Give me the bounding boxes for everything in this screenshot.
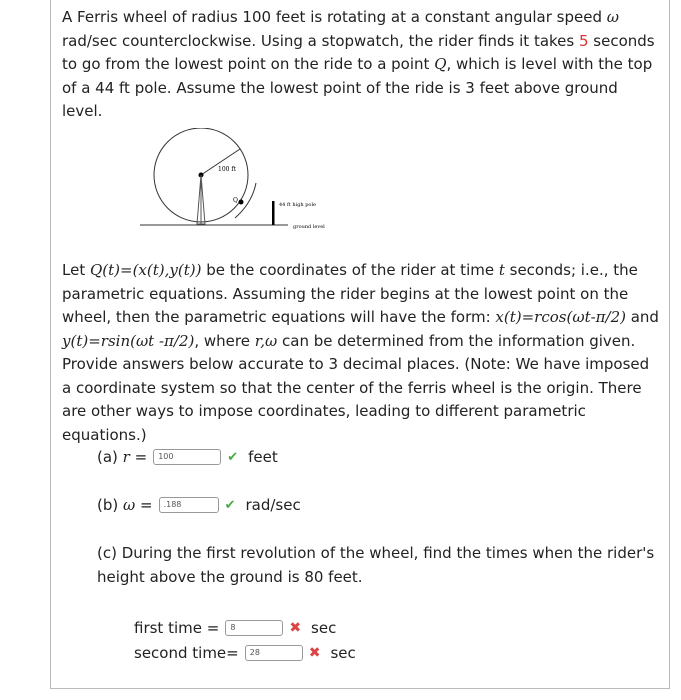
math: r,ω [254, 331, 278, 350]
text: be the coordinates of the rider at time [201, 261, 499, 279]
pole-label: 44 ft high pole [279, 202, 316, 208]
math: ω [123, 496, 136, 514]
rider-point [239, 200, 244, 205]
math: y(t)=rsin(ωt -π/2) [62, 331, 195, 350]
part-b [97, 496, 301, 514]
text: can be determined from the information given. Provide answers below accurate to 3 decimal places. (Note: We have imposed a coordinate system so that the center of the ferris wheel is the origin. There are other ways to impose coordinates, leading to different parametric equations.) [62, 331, 650, 444]
first-time-label: first time = [134, 619, 220, 637]
text: , which is level with the top of a 44 ft pole. Assume the lowest point of the ride is 3 feet above ground level. [62, 55, 653, 120]
text: and [625, 308, 659, 326]
omega-symbol: ω [606, 8, 620, 26]
second-time-input[interactable]: 28 [245, 645, 303, 661]
unit-label: rad/sec [245, 496, 301, 514]
x-icon: ✖ [308, 645, 321, 661]
seconds-value: 5 [578, 31, 589, 50]
radius-label: 100 ft [218, 166, 236, 173]
math: r [122, 448, 130, 466]
math: t [498, 261, 505, 279]
part-b-label [97, 496, 153, 514]
part-a [97, 448, 278, 466]
unit-label: sec [311, 619, 337, 637]
pole [272, 201, 275, 225]
text: = [135, 496, 153, 514]
text: seconds; i.e., the parametric equations. Assuming the rider begins at the lowest point on the wheel, then the parametric equations will have the form: [62, 261, 638, 326]
text: , where [194, 331, 255, 350]
second-time-label: second time= [134, 644, 239, 662]
part-a-label [97, 448, 147, 466]
part-c-second [134, 644, 356, 662]
q-label: Q [233, 197, 238, 204]
text: = [129, 448, 148, 466]
part-c-question: (c) During the first revolution of the wheel, find the times when the rider's height above the ground is 80 feet. [97, 544, 655, 586]
unit-label: sec [330, 644, 356, 662]
ground-label: ground level [293, 224, 325, 230]
x-icon: ✖ [289, 620, 302, 636]
math: Q(t)=(x(t),y(t)) [89, 261, 202, 279]
first-time-input[interactable]: 8 [225, 620, 283, 636]
parametric-description [62, 259, 662, 447]
text: (a) [97, 448, 123, 466]
rotation-arrow [235, 183, 256, 218]
unit-label: feet [248, 448, 278, 466]
point-q: Q [434, 55, 447, 73]
text: A Ferris wheel of radius 100 feet is rotating at a constant angular speed [62, 8, 607, 26]
text: Let [62, 261, 90, 279]
math: x(t)=rcos(ωt-π/2) [495, 308, 626, 326]
r-input[interactable]: 100 [153, 449, 221, 465]
check-icon: ✔ [227, 449, 239, 465]
omega-input[interactable]: .188 [159, 497, 219, 513]
text: (b) [97, 496, 123, 514]
part-c-first [134, 619, 336, 637]
problem-statement [62, 6, 662, 124]
ferris-wheel-diagram [140, 128, 390, 238]
text: rad/sec counterclockwise. Using a stopwatch, the rider finds it takes [62, 31, 579, 50]
text: seconds to go from the lowest point on the ride to a point [62, 31, 655, 73]
check-icon: ✔ [224, 497, 236, 513]
